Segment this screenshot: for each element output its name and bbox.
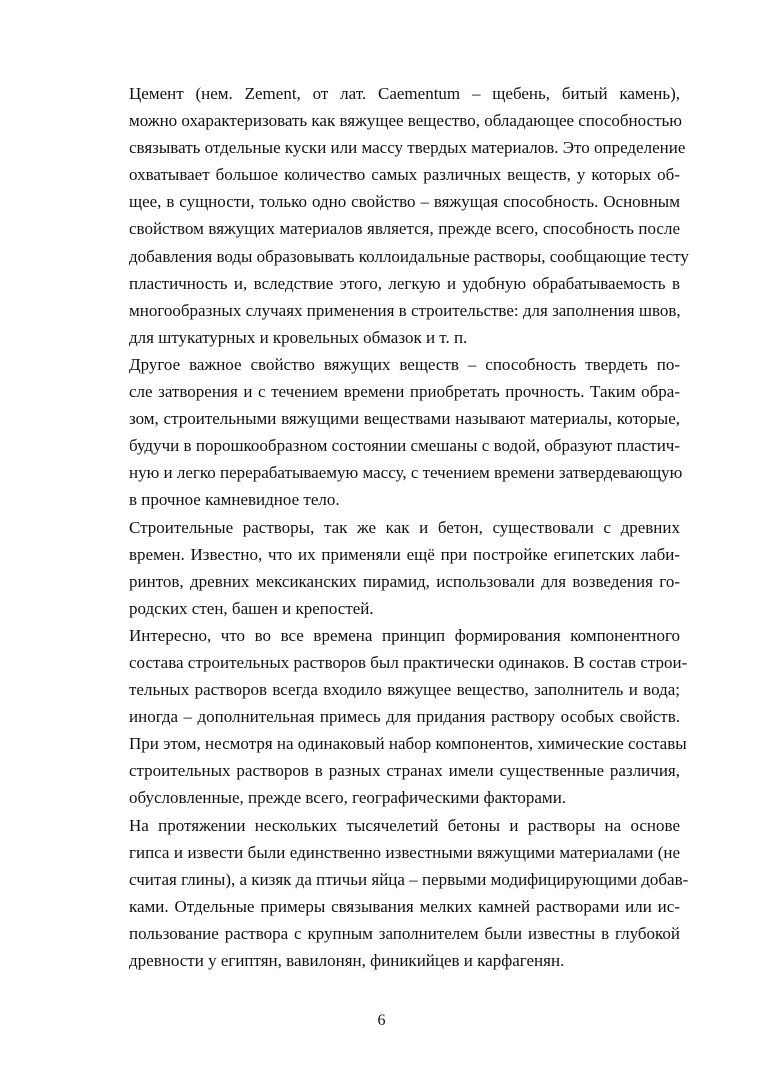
paragraph-4 (84, 622, 688, 812)
text-line: ную и легко перерабатываемую массу, с течением времени затвердевающую (129, 463, 683, 483)
text-line: свойством вяжущих материалов является, прежде всего, способность после (129, 219, 680, 239)
text-line: времен. Известно, что их применяли ещё при постройке египетских лаби- (129, 544, 680, 564)
text-line: пользование раствора с крупным заполнителем были известны в глубокой (129, 923, 680, 943)
text-line: многообразных случаях применения в строительстве: для заполнения швов, (129, 300, 681, 320)
text-line: тельных растворов всегда входило вяжущее вещество, заполнитель и вода; (129, 680, 680, 700)
text-line: ринтов, древних мексиканских пирамид, использовали для возведения го- (129, 571, 680, 591)
text-line: состава строительных растворов был практически одинаков. В состав строи- (129, 652, 688, 672)
text-line: Цемент (нем. Zement, от лат. Caementum – щебень, битый камень), (129, 84, 680, 103)
text-line: Строительные растворы, так же как и бетон, существовали с древних (129, 517, 680, 537)
text-line: строительных растворов в разных странах имели существенные различия, (129, 761, 680, 781)
text-line: древности у египтян, вавилонян, финикийцев и карфагенян. (129, 951, 565, 970)
text-line: иногда – дополнительная примесь для придания раствору особых свойств. (129, 707, 680, 727)
paragraph-5 (84, 812, 689, 975)
text-line: гипса и извести были единственно известными вяжущими материалами (не (129, 842, 680, 862)
text-line: сле затворения и с течением времени приобретать прочность. Таким обра- (129, 382, 680, 402)
text-line: связывать отдельные куски или массу твердых материалов. Это определение (129, 138, 686, 158)
page-number: 6 (377, 1012, 386, 1029)
text-line: будучи в порошкообразном состоянии смешаны с водой, образуют пластич- (129, 436, 680, 456)
text-line: в прочное камневидное тело. (129, 490, 340, 510)
text-line: добавления воды образовывать коллоидальные растворы, сообщающие тесту (129, 246, 689, 266)
paragraph-3 (84, 514, 680, 622)
text-line: Другое важное свойство вяжущих веществ – способность твердеть по- (129, 354, 680, 374)
text-line: На протяжении нескольких тысячелетий бетоны и растворы на основе (129, 815, 680, 835)
text-line: ками. Отдельные примеры связывания мелких камней растворами или ис- (129, 896, 680, 916)
text-line: охватывает большое количество самых различных веществ, у которых об- (129, 165, 680, 185)
text-line: При этом, несмотря на одинаковый набор компонентов, химические составы (129, 734, 687, 754)
paragraph-1 (84, 80, 689, 351)
paragraph-2 (84, 351, 683, 514)
text-line: для штукатурных и кровельных обмазок и т. п. (129, 327, 468, 347)
text-line: Интересно, что во все времена принцип формирования компонентного (129, 625, 680, 645)
text-line: пластичность и, вследствие этого, легкую и удобную обрабатываемость в (129, 273, 680, 293)
page-body (84, 80, 689, 974)
text-line: зом, строительными вяжущими веществами называют материалы, которые, (129, 409, 680, 429)
text-line: родских стен, башен и крепостей. (129, 598, 374, 618)
text-line: считая глины), а кизяк да птичьи яйца – первыми модифицирующими добав- (129, 869, 689, 889)
text-line: можно охарактеризовать как вяжущее вещество, обладающее способностью (129, 111, 682, 131)
text-line: обусловленные, прежде всего, географическими факторами. (129, 788, 567, 808)
text-line: щее, в сущности, только одно свойство – вяжущая способность. Основным (129, 192, 680, 212)
